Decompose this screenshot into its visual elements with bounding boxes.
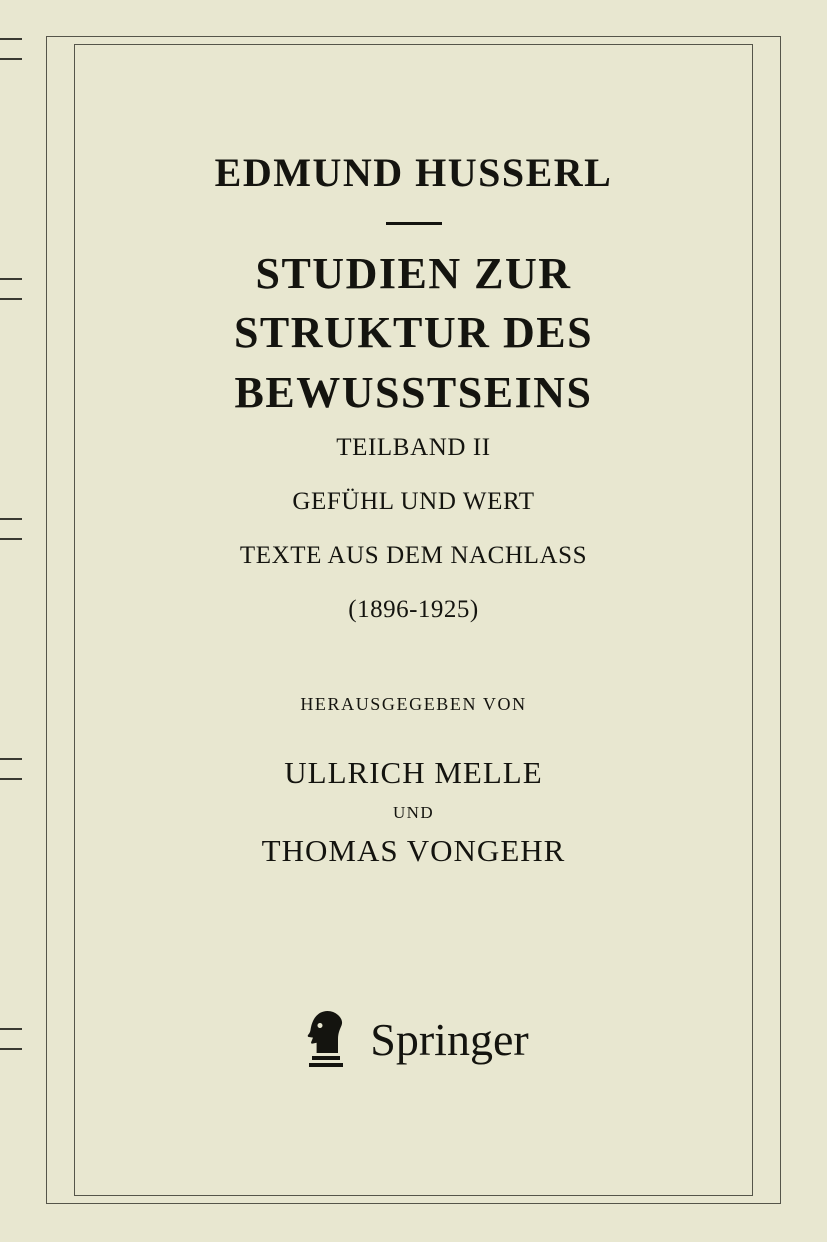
trim-mark [0,298,22,300]
publisher-block [74,1009,753,1071]
editor-name-secondary: THOMAS VONGEHR [261,833,566,868]
publisher-name: Springer [370,1014,529,1065]
trim-mark [0,58,22,60]
editor-name-primary: ULLRICH MELLE [284,755,543,790]
trim-mark [0,38,22,40]
trim-mark [0,1048,22,1050]
author-name: EDMUND HUSSERL [214,150,613,195]
book-title-line-1: STUDIEN ZUR [255,249,572,298]
volume-label: TEILBAND II [336,434,491,461]
part-title: GEFÜHL UND WERT [292,488,535,515]
edited-by-label: HERAUSGEGEBEN VON [300,694,527,714]
trim-marks [0,0,26,1242]
trim-mark [0,758,22,760]
editors-block [74,694,753,869]
source-note: TEXTE AUS DEM NACHLASS [239,542,588,569]
trim-mark [0,278,22,280]
title-divider-rule [386,222,442,225]
cover-content [74,44,753,1196]
book-title [74,244,753,422]
book-title-line-2: STRUKTUR DES BEWUSSTSEINS [233,308,594,417]
book-subtitle-block [74,434,753,650]
trim-mark [0,518,22,520]
trim-mark [0,778,22,780]
springer-knight-icon [298,1009,356,1071]
trim-mark [0,538,22,540]
year-range: (1896-1925) [348,596,479,623]
editor-conjunction: UND [392,803,435,822]
trim-mark [0,1028,22,1030]
